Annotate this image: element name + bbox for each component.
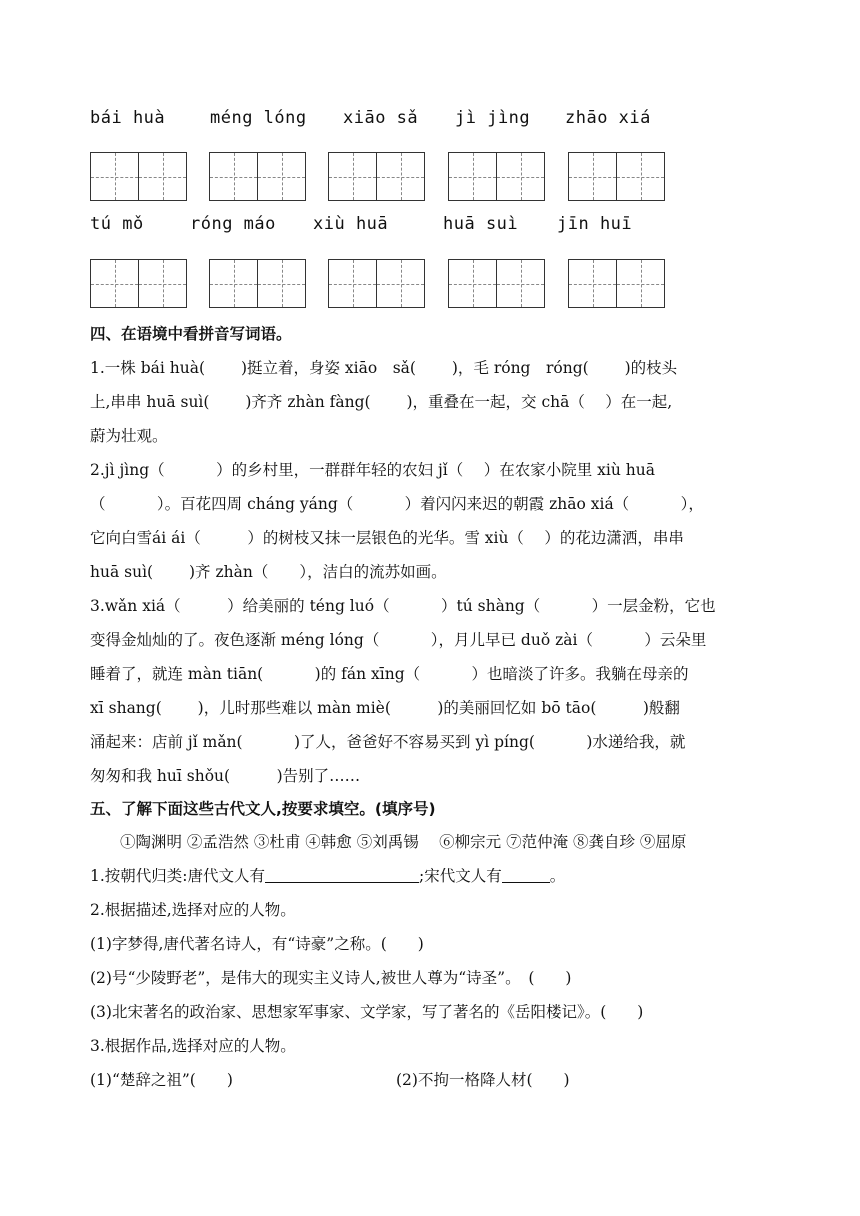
pinyin-tu-mo: tú mǒ <box>90 214 144 234</box>
writing-box-4[interactable] <box>448 152 544 201</box>
s5-q2-item-3: (3)北宋著名的政治家、思想家军事家、文学家，写了著名的《岳阳楼记》。( ) <box>90 1003 644 1021</box>
writing-box-6[interactable] <box>90 259 186 308</box>
s4-line-7: huā suì( )齐 zhàn（ ），洁白的流苏如画。 <box>90 563 447 581</box>
q1-end: 。 <box>549 867 566 885</box>
s5-q3-item-2: (2)不拘一格降人材( ) <box>396 1071 570 1089</box>
pinyin-xiu-hua: xiù huā <box>313 214 389 234</box>
s4-line-13: 匆匆和我 huī shǒu( )告别了…… <box>90 767 361 785</box>
writing-box-2[interactable] <box>209 152 305 201</box>
s5-q2-item-2: (2)号“少陵野老”，是伟大的现实主义诗人,被世人尊为“诗圣”。 ( ) <box>90 969 572 987</box>
pinyin-jin-hui: jīn huī <box>557 214 633 234</box>
pinyin-meng-long: méng lóng <box>210 108 307 128</box>
s5-q2-title: 2.根据描述,选择对应的人物。 <box>90 901 296 919</box>
s4-line-8: 3.wǎn xiá（ ）给美丽的 téng luó（ ）tú shàng（ ）一层金粉，它也 <box>90 597 716 615</box>
s4-line-2: 上,串串 huā suì( )齐齐 zhàn fàng( )，重叠在一起，交 chā（ ）在一起, <box>90 393 673 411</box>
s4-line-6: 它向白雪ái ái（ ）的树枝又抹一层银色的光华。雪 xiù（ ）的花边潇洒，串串 <box>90 529 684 547</box>
s4-line-3: 蔚为壮观。 <box>90 427 168 445</box>
writing-box-3[interactable] <box>328 152 424 201</box>
s4-line-11: xī shang( )，儿时那些难以 màn miè( )的美丽回忆如 bō tāo( )般翻 <box>90 699 680 717</box>
s4-line-5: （ ）。百花四周 cháng yáng（ ）着闪闪来迟的朝霞 zhāo xiá（ ）， <box>90 495 704 513</box>
s5-q2-item-1: (1)字梦得,唐代著名诗人，有“诗豪”之称。( ) <box>90 935 424 953</box>
pinyin-xiao-sa: xiāo sǎ <box>343 108 419 128</box>
writing-box-5[interactable] <box>568 152 664 201</box>
pinyin-bai-hua: bái huà <box>90 108 166 128</box>
writing-box-1[interactable] <box>90 152 186 201</box>
people-list: ①陶渊明 ②孟浩然 ③杜甫 ④韩愈 ⑤刘禹锡 ⑥柳宗元 ⑦范仲淹 ⑧龚自珍 ⑨屈原 <box>120 833 687 851</box>
s5-q1 <box>90 859 565 893</box>
pinyin-rong-mao: róng máo <box>190 214 276 234</box>
s4-line-9: 变得金灿灿的了。夜色逐渐 méng lóng（ ），月儿早已 duǒ zài（ ）云朵里 <box>90 631 707 649</box>
s5-q3-title: 3.根据作品,选择对应的人物。 <box>90 1037 296 1055</box>
section5-heading: 五、了解下面这些古代文人,按要求填空。(填序号) <box>90 800 436 818</box>
pinyin-ji-jing: jì jìng <box>455 108 531 128</box>
song-answer-blank[interactable] <box>502 864 550 883</box>
writing-box-9[interactable] <box>448 259 544 308</box>
s4-line-4: 2.jì jìng（ ）的乡村里，一群群年轻的农妇 jǐ（ ）在农家小院里 xiù huā <box>90 461 655 479</box>
writing-box-8[interactable] <box>328 259 424 308</box>
pinyin-zhao-xia: zhāo xiá <box>565 108 651 128</box>
tang-answer-blank[interactable] <box>265 864 419 883</box>
s5-q3-item-1: (1)“楚辞之祖”( ) <box>90 1071 233 1089</box>
q1-song-label: ;宋代文人有 <box>419 867 502 885</box>
s4-line-10: 睡着了，就连 màn tiān( )的 fán xīng（ ）也暗淡了许多。我躺在母亲的 <box>90 665 689 683</box>
s4-line-12: 涌起来：店前 jǐ mǎn( )了人，爸爸好不容易买到 yì píng( )水递给我，就 <box>90 733 686 751</box>
writing-box-7[interactable] <box>209 259 305 308</box>
writing-box-10[interactable] <box>568 259 664 308</box>
pinyin-hua-sui: huā suì <box>443 214 519 234</box>
q1-tang-label: 1.按朝代归类:唐代文人有 <box>90 867 266 885</box>
section4-heading: 四、在语境中看拼音写词语。 <box>90 325 292 343</box>
s4-line-1: 1.一株 bái huà( )挺立着，身姿 xiāo sǎ( )，毛 róng róng( )的枝头 <box>90 359 678 377</box>
